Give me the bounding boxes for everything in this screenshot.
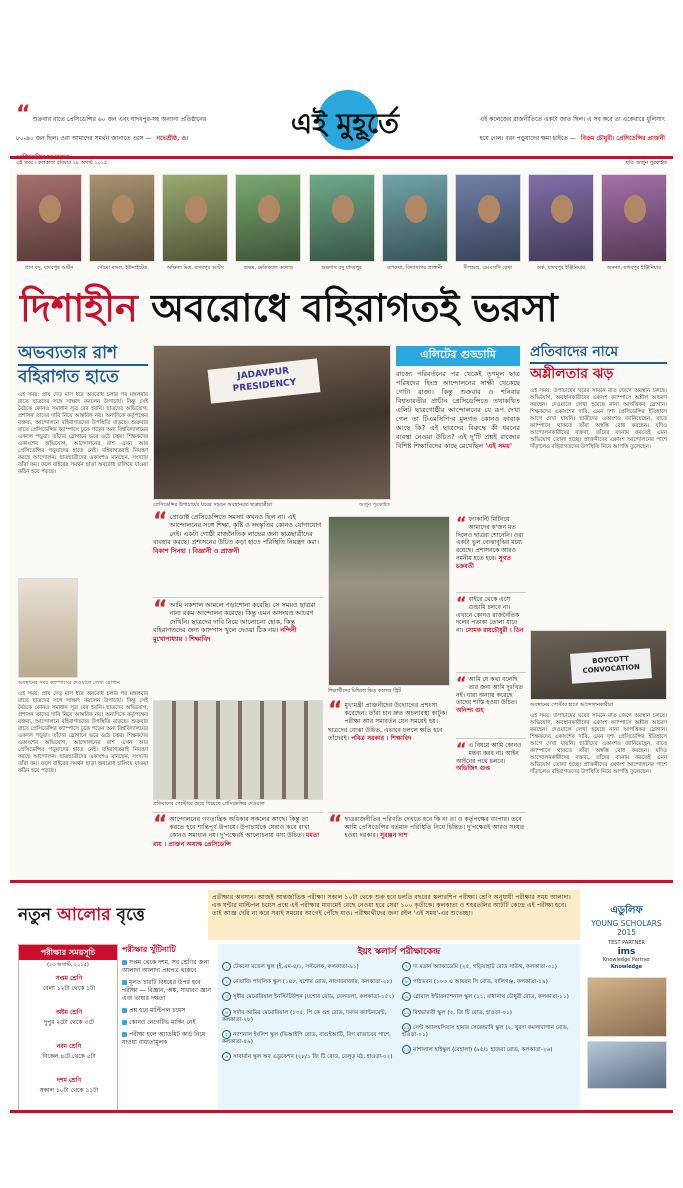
portrait-face (112, 195, 134, 223)
centre-number-icon: ৭ (402, 962, 411, 971)
portrait-photo (455, 174, 521, 262)
portrait-face (405, 195, 427, 223)
tips-box (122, 944, 214, 1112)
right-quote-4: “ এ বিষয়ে আমি কোনও মন্তব্য করব না। আইন আইনের পথে চলবে। অভিজিৎ গুপ্ত (456, 738, 526, 790)
bullet-icon (122, 1020, 127, 1025)
quote-mark-icon: “ (16, 102, 31, 127)
classroom-photo (587, 1041, 667, 1089)
exam-centre: ৮ পাঠভবন (১০৩ এ আয়রন সি রোড, বালিগঞ্জ, কলকাতা-১৯) (402, 977, 576, 986)
ys-year: 2015 (616, 928, 637, 937)
exam-centre: ৭ দ্য মডার্ন অ্যাকাডেমি (২৫, গড়িয়াহাট রোড সাউথ, কলকাতা-৩১) (402, 962, 576, 971)
portrait-caption: দীপশুভ্র, এমএসসি রেখা (463, 265, 512, 271)
quote-3: “ মুখ্যমন্ত্রী প্রাক্তনীদের উদ্যোগের প্রশংসা করেছেন। তাঁরা চান দ্রুত অচলাবস্থা কাটুক। পরীক্ষা আর সমাবর্তন যেন সময়েই হয়। ছাত্রদের বোঝা উচিত, এভাবে চললে ক্ষতি হবে তাঁদেরই। পবিত্র সরকার । শিক্ষাবিদ (328, 698, 448, 742)
centre-number-icon: ৮ (402, 977, 411, 986)
tip-item: কোনও নেগেটিভ মার্কিং নেই (122, 1019, 214, 1027)
portrait-photo (162, 174, 228, 262)
schedule-time: বেলা ১২টা থেকে ১টা (42, 985, 96, 992)
exam-centre: ২ নেতাজি পাবলিক স্কুল (১৪৮, যশোর রোড, নাগেরবাজার, কলকাতা-২৮) (222, 977, 398, 986)
centre-number-icon: ২ (222, 977, 231, 986)
protest-sign: JADAVPUR PRESIDENCY (208, 358, 321, 403)
masthead (10, 70, 673, 168)
bullet-icon (122, 1032, 127, 1037)
portrait-face (332, 195, 354, 223)
exam-centre: ১২ নাশালাল হাইস্কুল (বেহালা) (৯৫/১ হাজরা রোড, কলকাতা-২৬) (403, 1047, 553, 1054)
right-body-continued: এই সময়: উপাচার্যের ঘরের সামনে রাত জেগে অবস্থান চলছে। অভিযোগ, অবস্থানকারীদের একাংশ ক্যাম্পাসে অশ্লীল আচরণ করছেন। দেওয়ালে লেখা হয়েছে নানা আপত্তিকর স্লোগান। শিক্ষকদের একাংশের দাবি, এমন দৃশ্য প্রেসিডেন্সির ইতিহাসে আগে দেখা যায়নি। ছাত্রীদের একাংশও জানিয়েছেন, রাতে ক্যাম্পাসে থাকতে তাঁরা অস্বস্তি বোধ করছেন। যদিও আন্দোলনকারীদের বক্তব্য, তাঁদের বদনাম করতেই এমন অভিযোগ তোলা হচ্ছে। প্রাক্তনীদের একাংশ আন্দোলনের পাশে দাঁড়ালেও বহিরাগতদের উপস্থিতি নিয়ে আপত্তি তুলেছেন। (530, 713, 667, 775)
headline-black: অবরোধে বহিরাগতই ভরসা (151, 285, 558, 330)
scholars-section (10, 886, 673, 1115)
left-body-continued: এই সময়: প্রায় দেড় মাস ধরে অবরোধ চলার পর মঙ্গলবার রাতে ছাত্রদের সঙ্গে সাক্ষাৎ করলেন উপাচার্য। কিন্তু সেই বৈঠকে কোনও সমাধান সূত্র বের হয়নি। ছাত্রদের অভিযোগ, প্রশাসন তাদের দাবি নিয়ে আন্তরিক নয়। অন্যদিকে কর্তৃপক্ষের বক্তব্য, আন্দোলনে বহিরাগতদের উপস্থিতি বাড়ছে। শুক্রবার রাতে প্রেসিডেন্সির ক্যাম্পাসে ঢুকে পড়েন অন্য বিশ্ববিদ্যালয়ের একদল পড়ুয়া। তাঁদের স্লোগানে ভরে ওঠে চত্বর। শিক্ষকদের একাংশের অভিযোগ, আন্দোলনের রাশ এখন আর প্রেসিডেন্সির পড়ুয়াদের হাতে নেই। বহিরাগতরাই নিয়ন্ত্রণ করছে আন্দোলন। ছাত্রছাত্রীদের একাংশও মানছেন, সংখ্যায় তাঁরা কম। ফলে বাইরের সমর্থন ছাড়া অবরোধ চালিয়ে যাওয়া কঠিন হয়ে পড়ছে। (18, 691, 148, 774)
newspaper-page (10, 70, 673, 1115)
tip-item: সপ্তম থেকে দশম, সব শ্রেণির জন্য আলাদা আলাদা প্রশ্নপত্র থাকবে (122, 959, 210, 974)
elite-box-source: 'এই সময়' (485, 442, 512, 450)
brand-logo: এডুলিফ (610, 905, 643, 916)
aerial-caption: শিক্ষার্থীদের মিছিলে ভিড় কলেজ স্ট্রিট (328, 688, 402, 694)
schedule-class: সপ্তম শ্রেণি (55, 975, 83, 982)
masthead-left-quote: “ শুক্রবার রাতে প্রেসিডেন্সির ৬০ জন এবং যাদবপুর-সহ অন্যান্য প্রতিষ্ঠানের ৮০-৯০ জন ছিল। ওরা আমাদের সমর্থন জানাতে এসে — নভেশ্রীষ্ঠ, ও। (16, 106, 211, 163)
portrait-face (258, 195, 280, 223)
masthead-right-attrib: বিক্রম চৌধুরী। প্রেসিডেন্সির প্রাক্তনী (580, 135, 665, 142)
protest-photo-credit: অর্জুন পুরকাইত (359, 502, 390, 508)
quote-5: “ ছাত্ররাজনীতির পরিণতি দেখতে হবে কি না তা ও কর্তৃপক্ষের ব্যাপার। তবে আমি প্রেসিডেন্সির বর্তমান পরিস্থিতি নিয়ে চিন্তিত। দু'পক্ষেরই আরও সংযত হওয়া দরকার। সুরঞ্জন দাশ (328, 812, 526, 868)
quote-mark-icon: “ (456, 513, 467, 532)
portrait-caption: শুভদাস বসু যাদবপুর (321, 265, 362, 271)
portrait-photo (235, 174, 301, 262)
exam-centre: ৬ সাবার্বান স্কুল অব এডুকেশন (২৮/১ জি টি রোড, বেলুড় মঠ, হাওড়া-০২) (222, 1052, 398, 1061)
schedule-rows (19, 969, 117, 1109)
quote-1: “ প্রোডাক্ট প্রেসিডেন্সিতে সমস্যা কখনও ছিল না। এই আন্দোলনের সঙ্গে শিক্ষা, কৃষ্টি ও সংস্কৃতির কোনও যোগাযোগ নেই। একটা গোষ্ঠী রাজনৈতিক লাভের জন্য ছাত্রছাত্রীদের ব্যবহার করছে। প্রশাসনের উচিত কড়া হাতে পরিস্থিতি নিয়ন্ত্রণ করা। বিকাশ সিনহা । বিজ্ঞানী ও প্রাক্তনী (153, 509, 322, 555)
schedule-title: পরীক্ষার সময়সূচি (19, 945, 117, 960)
portrait-face (624, 195, 646, 223)
left-head2: বহিরাগত হাতে (18, 367, 119, 387)
schedule-time: দুপুর ২টো থেকে ৩টে (43, 1019, 95, 1026)
scholars-heading: নতুন আলোর বৃত্তে (18, 905, 145, 925)
protest-photo-caption: প্রেসিডেন্সির উপাচার্যের ঘরের সামনে অবস্থানরত ছাত্রছাত্রীরা (153, 502, 273, 508)
left-inset-photo (18, 578, 78, 678)
centre-number-icon: ১০ (403, 1009, 410, 1016)
elite-box-title: এলিটের গুড্ডামি (396, 346, 520, 366)
centres-title: ইয়ং স্কলার্স পরীক্ষাকেন্দ্র (357, 947, 441, 957)
bullet-icon (122, 1008, 127, 1013)
exam-centre: ৩ সুধীর মেমোরিয়াল ইনস্টিটিউশন (যশোর রোড, দেলতলা, কলকাতা-১৫২) (222, 992, 398, 1001)
quote-mark-icon: “ (153, 597, 168, 622)
left-body: এই সময়: প্রায় দেড় মাস ধরে অবরোধ চলার পর মঙ্গলবার রাতে ছাত্রদের সঙ্গে সাক্ষাৎ করলেন উপাচার্য। কিন্তু সেই বৈঠকে কোনও সমাধান সূত্র বের হয়নি। ছাত্রদের অভিযোগ, প্রশাসন তাদের দাবি নিয়ে আন্তরিক নয়। অন্যদিকে কর্তৃপক্ষের বক্তব্য, আন্দোলনে বহিরাগতদের উপস্থিতি বাড়ছে। শুক্রবার রাতে প্রেসিডেন্সির ক্যাম্পাসে ঢুকে পড়েন অন্য বিশ্ববিদ্যালয়ের একদল পড়ুয়া। তাঁদের স্লোগানে ভরে ওঠে চত্বর। শিক্ষকদের একাংশের অভিযোগ, আন্দোলনের রাশ এখন আর প্রেসিডেন্সির পড়ুয়াদের হাতে নেই। বহিরাগতরাই নিয়ন্ত্রণ করছে আন্দোলন। ছাত্রছাত্রীদের একাংশও মানছেন, সংখ্যায় তাঁরা কম। ফলে বাইরের সমর্থন ছাড়া অবরোধ চালিয়ে যাওয়া কঠিন হয়ে পড়ছে। (18, 392, 148, 475)
centres-left (222, 962, 398, 1068)
quote-mark-icon: “ (456, 593, 467, 612)
portrait-caption: শুভম, মেডিক্যাল কলেজ (243, 265, 294, 271)
centres-right (402, 962, 576, 1060)
masthead-left-attrib: নভেশ্রীষ্ঠ, ও। (156, 135, 189, 142)
young-scholars-promo (584, 890, 669, 1112)
ys-title: YOUNG SCHOLARS (591, 919, 662, 928)
boycott-sign: BOYCOTT CONVOCATION (570, 648, 652, 684)
exam-centre: ৪ সর্দার আমির মেমোরিয়াল (১৩৫, পি কে গুহ রোড, দমদম ক্যান্টনমেন্ট, কলকাতা-২৮) (222, 1009, 387, 1023)
bullet-icon (122, 960, 127, 965)
quote-mark-icon: “ (153, 509, 168, 534)
portrait-face (185, 195, 207, 223)
main-headline (20, 284, 670, 334)
centre-number-icon: ৯ (402, 992, 411, 1001)
portrait-caption: রূপকথা, বিদ্যাসাগর প্রাক্তনী (387, 265, 443, 271)
quote-mark-icon: “ (328, 812, 343, 837)
schedule-box (18, 944, 118, 1112)
quote-mark-icon: “ (328, 698, 343, 723)
exam-centre: ৯ গ্লোবাল ইন্টারন্যাশনাল স্কুল (১১, রাধানাথ চৌধুরী রোড, কলকাতা-১১) (402, 992, 576, 1001)
centre-number-icon: ৩ (222, 992, 231, 1001)
elite-box (396, 346, 520, 514)
exam-centre: ১ টেকনো মডেল স্কুল (ই.এম-৪/১, সল্টলেক, কলকাতা-৯১) (222, 962, 398, 971)
elite-box-body: রাজ্যে পরিবর্তনের পর থেকেই তৃণমূল ছাত্র পরিষদের হিংস্র আন্দোলনের সাক্ষী থেকেছে গোটা রাজ্য। কিন্তু শুক্রবার ও শনিবার বিশ্বভারতীর প্রাচীন প্রেসিডেন্সিতে তথাকথিত এলিট ছাত্রগোষ্ঠীর আন্দোলনের যে রূপ দেখা গেল তা টিএমসিপি-র মুলগত কোনও ফারাক আছে কি? এই ছাত্রদের বিরুদ্ধে কী ধরনের ব্যবস্থা নেওয়া উচিত? এই দু'টি প্রশ্নই রাজ্যের বিশিষ্ট শিক্ষাবিদের কাছে রেখেছিল (396, 370, 520, 450)
exam-centre: ১১ সেন্ট অ্যালয়সিয়াস হায়ার সেকেন্ডারি স্কুল (২, খুরদা কমলাবাগান রোড, হাওড়া-০১) (402, 1024, 569, 1039)
footer-rule (10, 1110, 673, 1113)
test-partner-label: TEST PARTNER (608, 940, 645, 946)
masthead-right-quote: এই কলেজের রাজনীতিতে একটা জাত ছিল। এ সব করে তা একেবারে ধুলিসাৎ হয়ে গেল। বরং পড়ুয়াদের ক্ষমা চাইতে — বিক্রম চৌধুরী। প্রেসিডেন্সির প্রাক্তনী (479, 116, 665, 142)
portrait-photo (89, 174, 155, 262)
posters-photo (153, 700, 323, 800)
portrait-caption: অনন্যা, যাদবপুর ইঞ্জিনিয়ার (607, 265, 661, 271)
quote-mark-icon: “ (456, 739, 467, 758)
right-quote-3: “ আমি যে কথা বলেছি তার জন্য আমি দুঃখিত নই। যারা অন্যায় করেছে তাদের শাস্তি হওয়া উচিত। অনিন্দ্য গুহ (456, 672, 526, 732)
exam-centre: ৫ ন্যাশনাল ইংলিশ স্কুল (ভিআইপি রোড, বাগুইআটি, বিগ বাজারের পাশে, কলকাতা-৫৯) (222, 1032, 391, 1046)
schedule-time: সকাল ১০টা থেকে ১১টা (39, 1087, 99, 1094)
protest-photo (153, 345, 391, 500)
centre-number-icon: ১১ (403, 1024, 410, 1031)
section-rule (10, 880, 673, 883)
centre-number-icon: ৪ (222, 1008, 231, 1017)
schedule-date: (২৩ অগাস্ট, ২০১৫) (47, 962, 89, 968)
masthead-logo: এই মুহূর্তে (270, 90, 420, 160)
portrait-photo (309, 174, 375, 262)
bullet-icon (122, 980, 127, 985)
quote-2: “ আমি নকশাল আমলে পড়াশোনা করেছি। সে সময়ও ছাত্ররা নানা রকম আন্দোলন করেছে। কিন্তু এমন অসংযত আচরণ দেখিনি। ছাত্রদের দাবি নিয়ে আলোচনা হোক, কিন্তু বহিরাগতদের জন্য ক্যাম্পাস খুলে দেওয়া ঠিক নয়। নন্দিনী মুখোপাধ্যায় । শিক্ষাবিদ (153, 597, 323, 695)
portrait-photo (528, 174, 594, 262)
dateline: এই সময় । কলকাতা রবিবার ২৮ অগস্ট ২০১৫ (16, 160, 108, 166)
portrait-caption: অর্ক, যাদবপুর ইঞ্জিনিয়ার (536, 265, 586, 271)
tip-item: পরীক্ষা হলে অ্যাডমিট কার্ড নিয়ে যাওয়া বাধ্যতামূলক (122, 1031, 206, 1046)
tips-title: পরীক্ষার খুঁটিনাটি (122, 945, 176, 954)
portrait-face (478, 195, 500, 223)
boycott-caption: অবস্থানের পোস্টার হাতে আন্দোলনকারীরা (530, 702, 614, 708)
right-quote-1: “ ফ্যাকাল্টি মিটিংয়ে আমাদের ক'জন মত দিলেও ছাত্ররা শোনেনি। ওরা একটা ভুল বোঝাবুঝির মধ্যে রয়েছে। প্রশাসনকে আরও নমনীয় হতে হবে। সুগত চক্রবর্তী (456, 513, 524, 570)
schedule-class: দশম শ্রেণি (56, 1077, 82, 1084)
knowledge-logo: Knowledge (610, 964, 643, 970)
right-head1: প্রতিবাদের নামে (530, 342, 667, 364)
portrait-photo (601, 174, 667, 262)
left-head1: অভব্যতার রাশ (18, 342, 148, 366)
schedule-class: অষ্টম শ্রেণি (55, 1009, 83, 1016)
right-quote-2: “ বাইরে থেকে এসে গুন্ডামি চলবে না। এখানে কোনও রাজনৈতিক দলের পতাকা তোলা যাবে না। সোমক রায়চৌধুরী । ডিন (456, 592, 526, 668)
portrait-face (39, 195, 61, 223)
tips-list (122, 959, 214, 1047)
portrait-caption: সৌমো মন্ডল, ইউনাইটেড (97, 265, 148, 271)
right-body: এই সময়: উপাচার্যের ঘরের সামনে রাত জেগে অবস্থান চলছে। অভিযোগ, অবস্থানকারীদের একাংশ ক্যাম্পাসে অশ্লীল আচরণ করছেন। দেওয়ালে লেখা হয়েছে নানা আপত্তিকর স্লোগান। শিক্ষকদের একাংশের দাবি, এমন দৃশ্য প্রেসিডেন্সির ইতিহাসে আগে দেখা যায়নি। ছাত্রীদের একাংশও জানিয়েছেন, রাতে ক্যাম্পাসে থাকতে তাঁরা অস্বস্তি বোধ করছেন। যদিও আন্দোলনকারীদের বক্তব্য, তাঁদের বদনাম করতেই এমন অভিযোগ তোলা হচ্ছে। প্রাক্তনীদের একাংশ আন্দোলনের পাশে দাঁড়ালেও বহিরাগতদের উপস্থিতি নিয়ে আপত্তি তুলেছেন। (530, 388, 667, 450)
right-column (530, 342, 667, 873)
left-inset-caption: অবস্থানের সময় ক্যাম্পাসের দেওয়ালে লেখা স্লোগান (18, 680, 120, 686)
quote-mark-icon: “ (153, 812, 168, 837)
student-photo (587, 977, 667, 1037)
centre-number-icon: ১২ (403, 1047, 410, 1054)
knowledge-partner-label: Knowledge Partner (602, 957, 651, 963)
centre-number-icon: ৬ (222, 1052, 231, 1061)
ims-logo: ims (617, 947, 636, 957)
portrait-strip (16, 174, 667, 278)
masthead-rule (10, 156, 673, 159)
tip-item: প্রশ্ন হবে মাল্টিপল চয়েস (122, 1007, 214, 1015)
scholars-notice: প্রতীক্ষার অবসান। আজই আন্তর্জাতিক পরীক্ষা। সকাল ১০টা থেকে শুরু হবে চলতি বছরের স্কলারশিপ পরীক্ষা। শ্রেণি অনুযায়ী পরীক্ষার সময় আলাদা। এক ঘন্টার মাল্টিপল চয়েস প্রশ্নে এই পরীক্ষার মাধ্যমেই বেছে নেওয়া হবে সেরা ১০০ কৃতীকে। কলকাতা ও শহরতলির আটটি কেন্দ্রে এই পরীক্ষা হবে। তাই আজ্ঞ দেরি না করে সবাই সময়ের আগেই পৌঁছে যাও। পরীক্ষার্থীদের জন্য রইল 'এই সময়'-এর শুভেচ্ছা। (208, 890, 580, 940)
portrait-photo (16, 174, 82, 262)
headline-red: দিশাহীন (20, 285, 138, 330)
photo-credit: ছবি: অর্জুন পুরকাইত (625, 160, 667, 166)
quote-mark-icon: “ (456, 673, 467, 692)
tip-item: মূলত চারটি বিষয়ের উপর হবে পরীক্ষা — বিজ্ঞান, অঙ্ক, সাধারণ জ্ঞান এবং ভাষার দক্ষতা (122, 979, 211, 1002)
portrait-photo (382, 174, 448, 262)
portrait-caption: অক্ষিতা মিত্র, যাদবপুর আর্টস (166, 265, 224, 271)
portrait-caption: প্রাণ বসু, যাদবপুর আর্টস (24, 265, 74, 271)
schedule-class: নবম শ্রেণি (56, 1043, 82, 1050)
posters-caption: প্রতিবাদের পোস্টারে ছেয়ে গিয়েছে প্রেসিডেন্সির দেওয়াল (153, 801, 265, 807)
centre-number-icon: ১ (222, 962, 231, 971)
centres-box (218, 944, 580, 1112)
right-head2: অশ্লীলতার ঝড় (530, 366, 614, 382)
portrait-face (551, 195, 573, 223)
schedule-time: বিকেল ৪টে থেকে ৫টা (42, 1053, 96, 1060)
boycott-photo (530, 630, 667, 700)
exam-centre: ১০ বিশ্বভারতী স্কুল (৩, জি টি রোড, হাওড়া-০১) (403, 1009, 512, 1016)
quote-4: “ আন্দোলনের গণতান্ত্রিক অধিকার সকলের আছে। কিন্তু তা করতে হবে শান্তিপূর্ণ উপায়ে। উপাচার্যকে ঘেরাও করে রাখা কোনও সমাধান নয়। দু'পক্ষেরই আলোচনায় বসা উচিত। মমতা রায় । প্রাক্তন অধ্যক্ষ প্রেসিডেন্সি (153, 812, 323, 868)
centre-number-icon: ৫ (222, 1030, 231, 1039)
aerial-crowd-photo (328, 516, 450, 686)
